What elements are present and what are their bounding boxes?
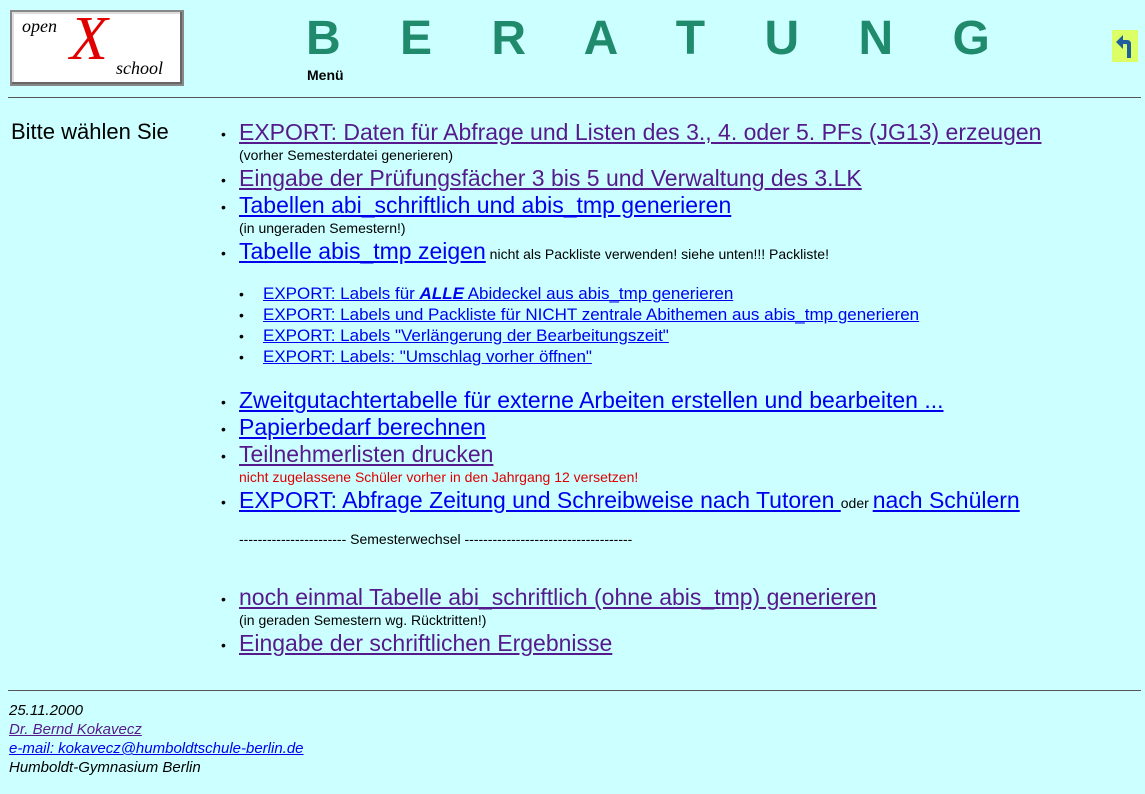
choose-prompt: Bitte wählen Sie [11, 119, 169, 144]
footer-divider [8, 690, 1141, 691]
noch-einmal-link[interactable]: noch einmal Tabelle abi_schriftlich (ohne abis_tmp) generieren [239, 584, 877, 610]
page-subtitle: Menü [307, 67, 344, 83]
zweitgutachter-link[interactable]: Zweitgutachtertabelle für externe Arbeiten erstellen und bearbeiten ... [239, 387, 944, 413]
semesterwechsel-divider: ----------------------- Semesterwechsel ------------------------------------ [239, 531, 633, 547]
labels-umschlag-link[interactable]: EXPORT: Labels: "Umschlag vorher öffnen" [263, 347, 592, 366]
back-button[interactable] [1112, 30, 1138, 62]
export-pf-note: (vorher Semesterdatei generieren) [239, 147, 453, 163]
tabellen-generieren-link[interactable]: Tabellen abi_schriftlich und abis_tmp generieren [239, 192, 732, 218]
labels-alle-link[interactable]: EXPORT: Labels für ALLE Abideckel aus abis_tmp generieren [263, 284, 734, 303]
back-arrow-icon [1114, 33, 1136, 59]
tabellen-generieren-note: (in ungeraden Semestern!) [239, 220, 406, 236]
email-link[interactable]: e-mail: kokavecz@humboldtschule-berlin.de [9, 740, 304, 757]
oder-text: oder [840, 495, 873, 511]
author-link[interactable]: Dr. Bernd Kokavecz [9, 721, 142, 738]
openx-school-logo [10, 5, 184, 86]
header-divider [8, 97, 1141, 98]
footer-school: Humboldt-Gymnasium Berlin [9, 759, 201, 776]
labels-verlaengerung-link[interactable]: EXPORT: Labels "Verlängerung der Bearbeitungszeit" [263, 326, 669, 345]
export-zeitung-tutoren-link[interactable]: EXPORT: Abfrage Zeitung und Schreibweise nach Tutoren [239, 487, 841, 513]
page-title: B E R A T U N G [306, 12, 1013, 65]
tabelle-zeigen-link[interactable]: Tabelle abis_tmp zeigen [239, 238, 486, 264]
export-pf-link[interactable]: EXPORT: Daten für Abfrage und Listen des 3., 4. oder 5. PFs (JG13) erzeugen [239, 119, 1042, 145]
logo-word-school: school [116, 58, 163, 78]
papierbedarf-link[interactable]: Papierbedarf berechnen [239, 414, 486, 440]
footer-date: 25.11.2000 [9, 702, 83, 719]
logo-letter-x: X [70, 5, 108, 73]
logo-word-open: open [22, 16, 57, 36]
nach-schuelern-link[interactable]: nach Schülern [872, 487, 1020, 513]
eingabe-pf-link[interactable]: Eingabe der Prüfungsfächer 3 bis 5 und Verwaltung des 3.LK [239, 165, 862, 191]
noch-einmal-note: (in geraden Semestern wg. Rücktritten!) [239, 612, 487, 628]
eingabe-ergebnisse-link[interactable]: Eingabe der schriftlichen Ergebnisse [239, 630, 613, 656]
labels-packliste-link[interactable]: EXPORT: Labels und Packliste für NICHT zentrale Abithemen aus abis_tmp generieren [263, 305, 920, 324]
teilnehmerlisten-link[interactable]: Teilnehmerlisten drucken [239, 441, 494, 467]
tabelle-zeigen-note: nicht als Packliste verwenden! siehe unten!!! Packliste! [485, 246, 829, 262]
teilnehmer-warning: nicht zugelassene Schüler vorher in den Jahrgang 12 versetzen! [239, 469, 639, 485]
